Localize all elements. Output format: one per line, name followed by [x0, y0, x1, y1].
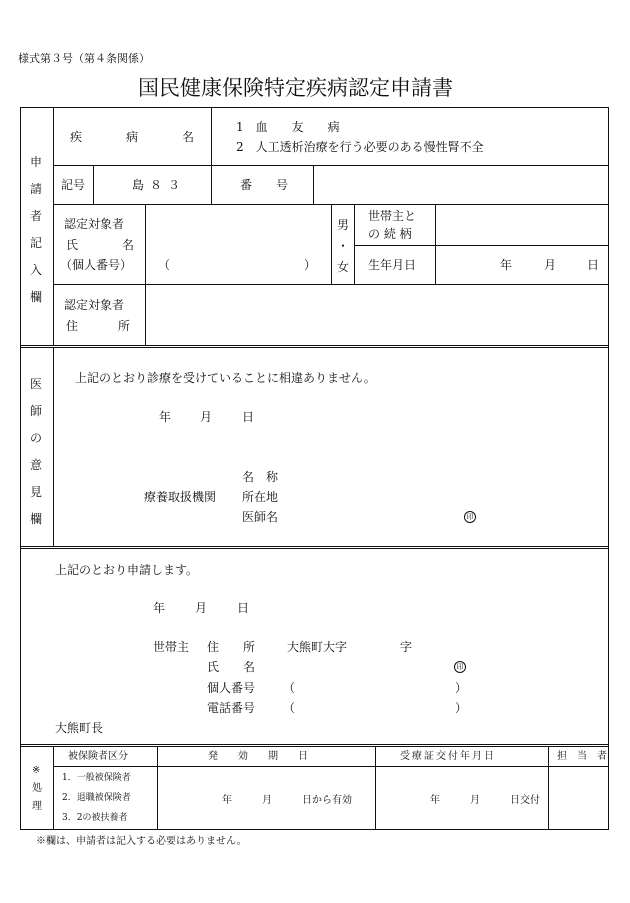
col-effective-date: 発 効 期 日	[208, 751, 308, 762]
issue-date-value[interactable]: 年 月 日交付	[430, 795, 540, 806]
frame-right	[608, 107, 609, 830]
col-issue-date: 受療証交付年月日	[400, 751, 496, 762]
applicant-address-aza: 字	[400, 640, 413, 654]
separator-processing	[20, 744, 609, 745]
household-head-label: 世帯主	[153, 640, 190, 654]
symbol-value[interactable]: 島８３	[132, 178, 187, 192]
head-relation-label-1: 世帯主と	[368, 209, 417, 223]
separator-doctor	[20, 345, 609, 346]
subject-label: 認定対象者	[64, 217, 125, 231]
insured-type-retired[interactable]: 2．退職被保険者	[62, 793, 131, 803]
insured-type-dependent[interactable]: 3．2の被扶養者	[62, 813, 128, 823]
applicant-seal-icon: 印	[454, 661, 466, 673]
head-relation-label-2: の 続 柄	[368, 227, 412, 241]
applicant-personal-number-open: （	[283, 681, 296, 695]
addressee: 大熊町長	[55, 721, 104, 735]
applicant-address-label: 住 所	[207, 640, 256, 654]
number-field[interactable]	[314, 166, 608, 204]
applicant-address-value[interactable]: 大熊町大字	[287, 640, 348, 654]
separator-application	[20, 546, 609, 547]
applicant-phone-label: 電話番号	[207, 701, 256, 715]
effective-date-value[interactable]: 年 月 日から有効	[222, 795, 352, 806]
insured-type-general[interactable]: 1．一般被保険者	[62, 773, 131, 783]
institution-name-label: 名 称	[242, 470, 279, 484]
symbol-label: 記号	[61, 178, 86, 192]
doctor-seal-icon: 印	[464, 511, 476, 523]
page-title: 国民健康保険特定疾病認定申請書	[138, 76, 453, 100]
doctor-name-label: 医師名	[242, 510, 279, 524]
frame-top	[20, 107, 609, 108]
applicant-personal-number-close: ）	[455, 681, 468, 695]
subject-address-field[interactable]	[146, 285, 608, 345]
personal-number-open: （	[158, 258, 171, 272]
disease-option-1: 1 血 友 病	[236, 120, 340, 134]
footnote: ※欄は、申請者は記入する必要はありません。	[36, 836, 247, 847]
staff-field[interactable]	[549, 767, 608, 829]
subject-name-field[interactable]	[146, 205, 331, 255]
application-statement: 上記のとおり申請します。	[55, 563, 199, 577]
head-relation-field[interactable]	[436, 205, 608, 245]
birth-date-label: 生年月日	[368, 258, 417, 272]
institution-label: 療養取扱機関	[144, 490, 217, 504]
personal-number-close: ）	[304, 258, 317, 272]
applicant-phone-close: ）	[455, 701, 468, 715]
institution-location-label: 所在地	[242, 490, 279, 504]
applicant-phone-open: （	[283, 701, 296, 715]
form-number: 様式第３号（第４条関係）	[18, 52, 150, 65]
subject-address-label: 認定対象者	[64, 298, 125, 312]
applicant-name-label: 氏 名	[207, 660, 256, 674]
doctor-statement: 上記のとおり診療を受けていることに相違ありません。	[75, 371, 376, 385]
frame-bottom	[20, 829, 609, 830]
disease-option-2: 2 人工透析治療を行う必要のある慢性腎不全	[236, 140, 484, 154]
col-insured-type: 被保険者区分	[68, 751, 128, 762]
applicant-personal-number-label: 個人番号	[207, 681, 256, 695]
frame-left	[20, 107, 21, 830]
personal-number-label: （個人番号）	[60, 258, 133, 272]
col-staff: 担 当 者	[557, 751, 607, 762]
